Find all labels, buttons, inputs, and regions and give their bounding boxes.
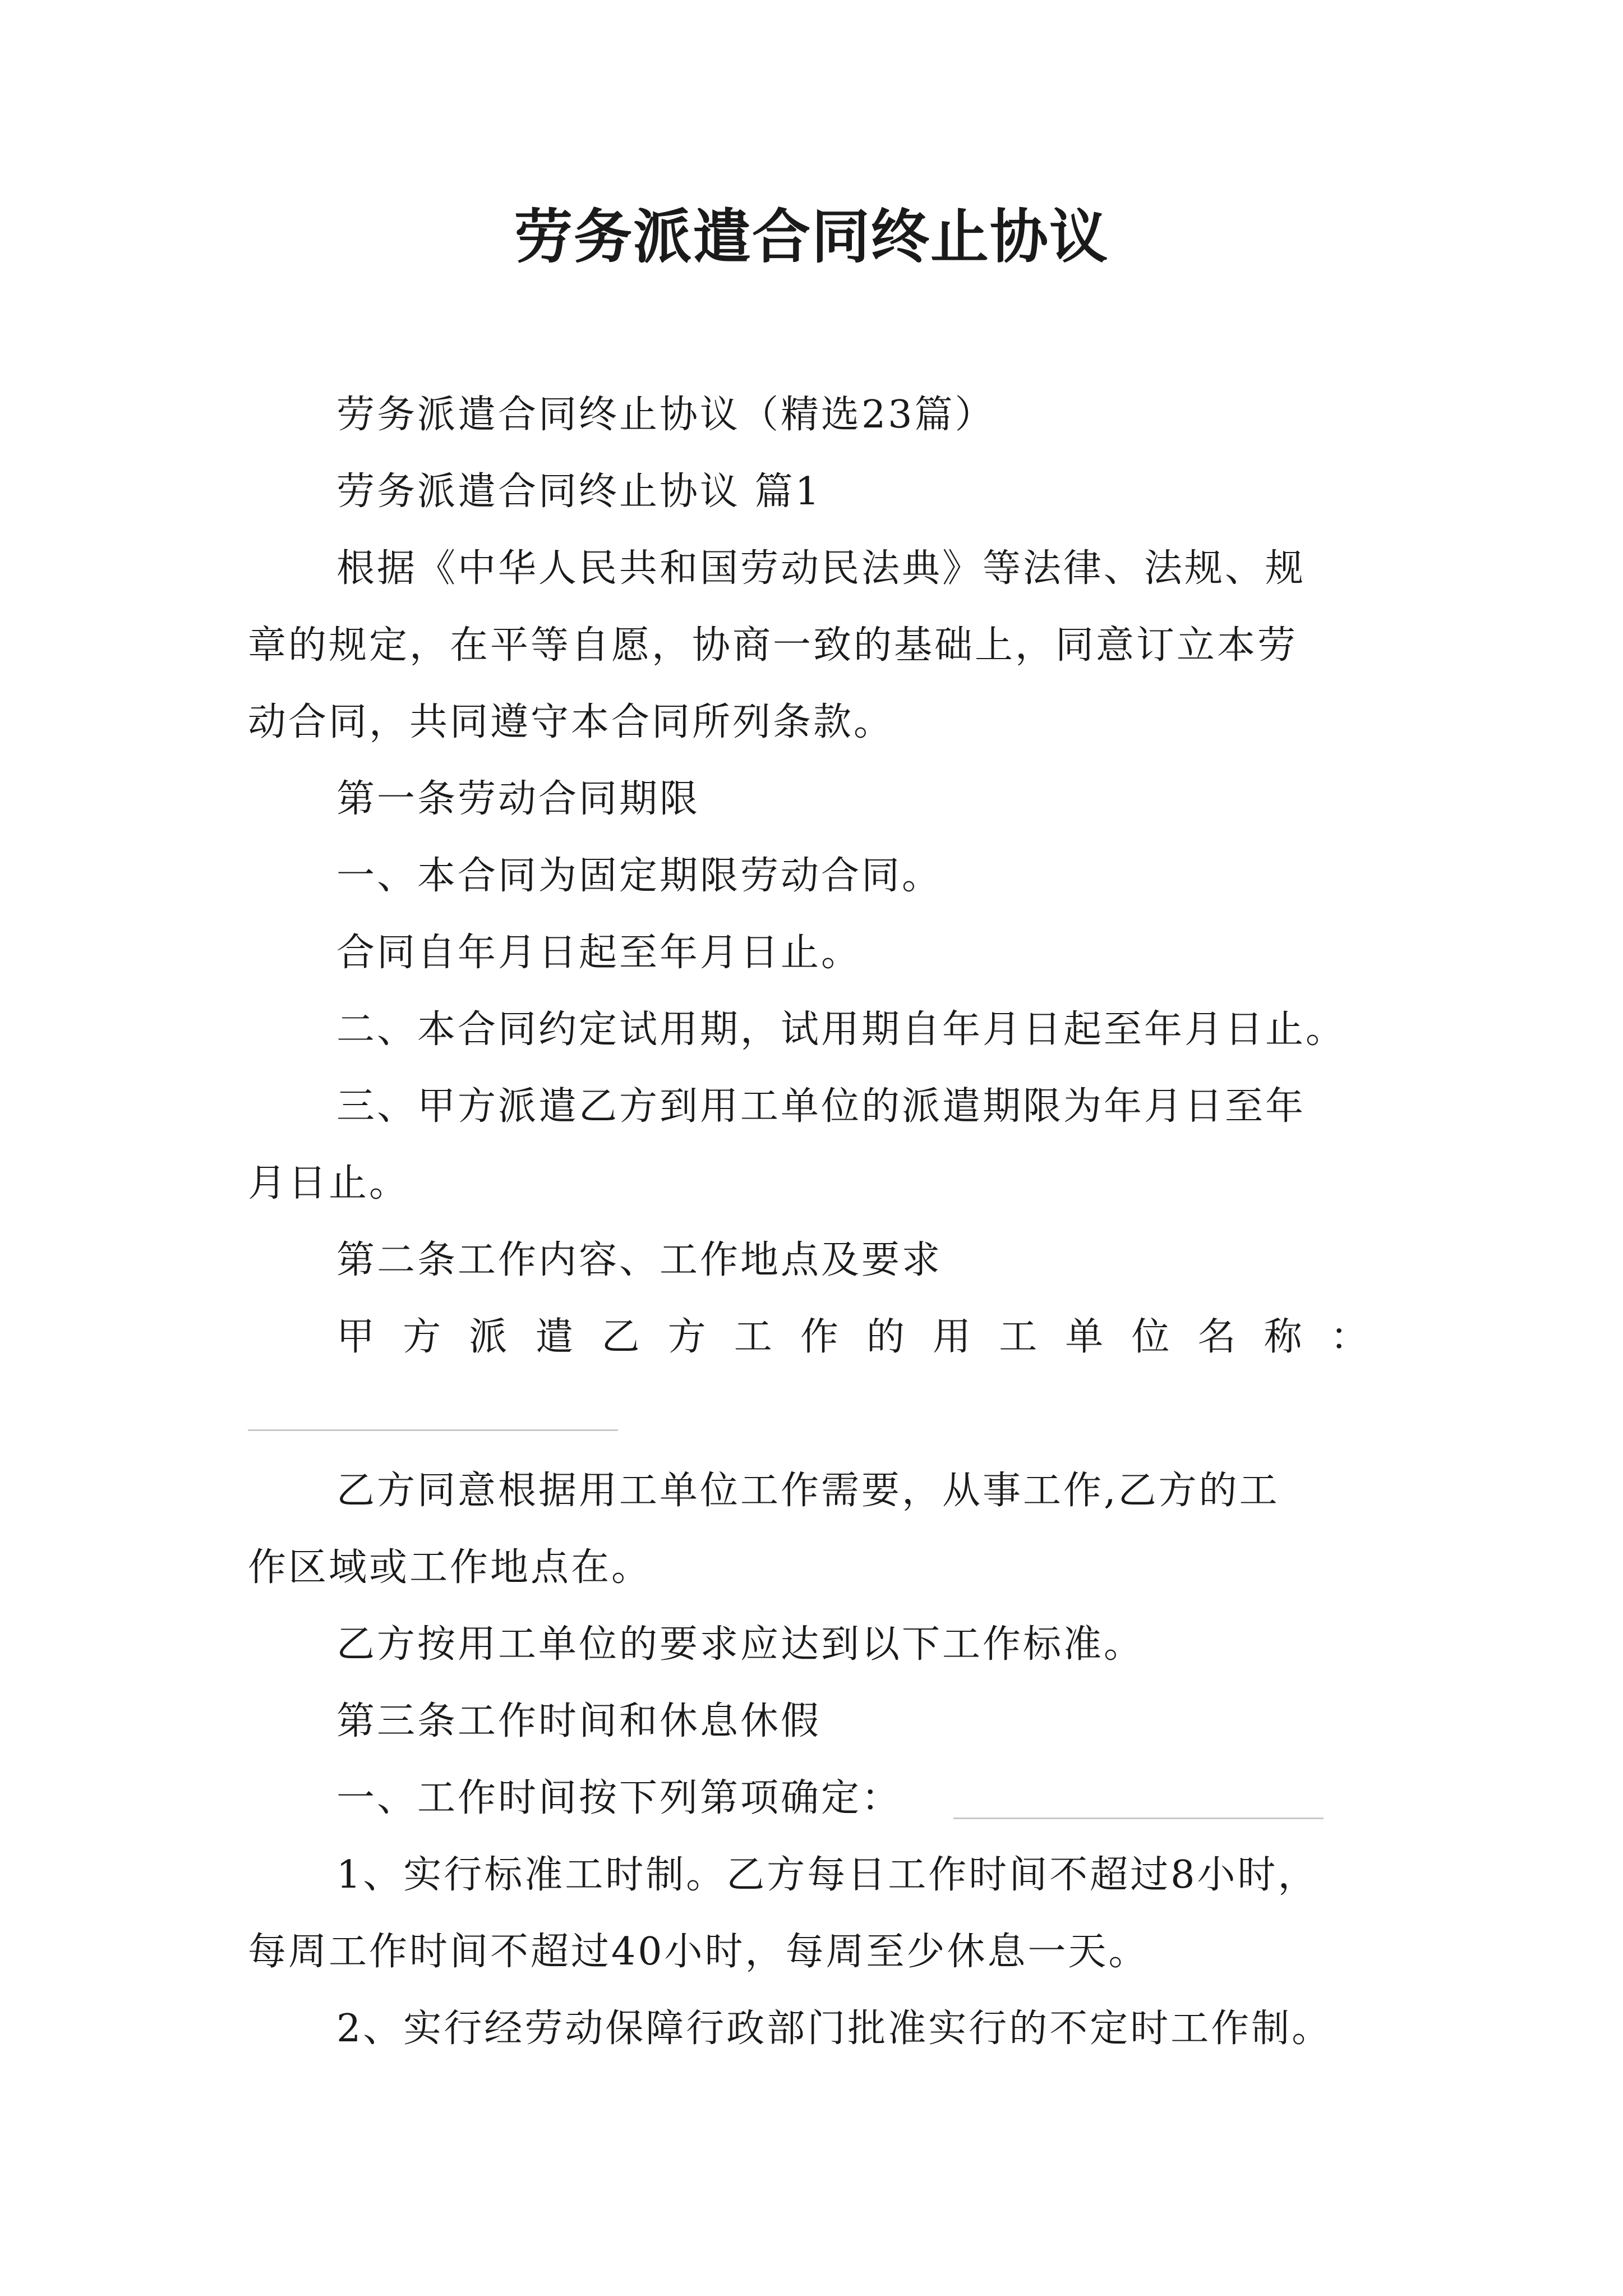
justified-char: 工	[999, 1315, 1038, 1359]
paragraph-line: 2、实行经劳动保障行政部门批准实行的不定时工作制。	[336, 2007, 1332, 2051]
justified-char: 遣	[535, 1315, 574, 1359]
paragraph-line: 根据《中华人民共和国劳动民法典》等法律、法规、规	[336, 546, 1306, 591]
paragraph-line: 三、甲方派遣乙方到用工单位的派遣期限为年月日至年	[336, 1084, 1306, 1129]
justified-paragraph-line	[336, 1309, 1368, 1365]
justified-char: 作	[800, 1315, 838, 1359]
justified-char: 方	[403, 1315, 441, 1359]
justified-char: ：	[1330, 1315, 1368, 1359]
paragraph-line: 1、实行标准工时制。乙方每日工作时间不超过8小时，	[336, 1853, 1318, 1897]
article-heading: 第三条工作时间和休息休假	[336, 1699, 822, 1743]
paragraph-line: 一、本合同为固定期限劳动合同。	[336, 854, 943, 898]
paragraph-line: 月日止。	[248, 1161, 410, 1205]
document-title: 劳务派遣合同终止协议	[514, 202, 1109, 271]
justified-char: 工	[734, 1315, 772, 1359]
paragraph-line: 章的规定，在平等自愿，协商一致的基础上，同意订立本劳	[248, 623, 1298, 668]
justified-char: 方	[667, 1315, 706, 1359]
article-heading: 第二条工作内容、工作地点及要求	[336, 1238, 943, 1282]
blank-fill-line	[248, 1429, 618, 1431]
paragraph-line: 二、本合同约定试用期，试用期自年月日起至年月日止。	[336, 1007, 1347, 1052]
justified-char: 称	[1264, 1315, 1302, 1359]
justified-char: 乙	[601, 1315, 640, 1359]
paragraph-line: 动合同，共同遵守本合同所列条款。	[248, 700, 895, 744]
paragraph-line: 每周工作时间不超过40小时，每周至少休息一天。	[248, 1930, 1149, 1974]
paragraph-line: 乙方按用工单位的要求应达到以下工作标准。	[336, 1622, 1145, 1667]
justified-char: 用	[933, 1315, 971, 1359]
paragraph-line: 一、工作时间按下列第项确定：	[336, 1776, 902, 1820]
article-heading: 第一条劳动合同期限	[336, 777, 700, 821]
paragraph-line: 乙方同意根据用工单位工作需要，从事工作,乙方的工	[336, 1469, 1280, 1513]
blank-fill-line	[953, 1818, 1324, 1819]
justified-char: 位	[1131, 1315, 1170, 1359]
document-subtitle: 劳务派遣合同终止协议（精选23篇）	[336, 393, 995, 437]
paragraph-line: 合同自年月日起至年月日止。	[336, 931, 862, 975]
justified-char: 甲	[336, 1315, 375, 1359]
section-heading: 劳务派遣合同终止协议 篇1	[336, 470, 822, 514]
justified-char: 单	[1065, 1315, 1104, 1359]
justified-char: 名	[1197, 1315, 1236, 1359]
justified-char: 派	[469, 1315, 508, 1359]
justified-char: 的	[866, 1315, 905, 1359]
paragraph-line: 作区域或工作地点在。	[248, 1545, 652, 1590]
